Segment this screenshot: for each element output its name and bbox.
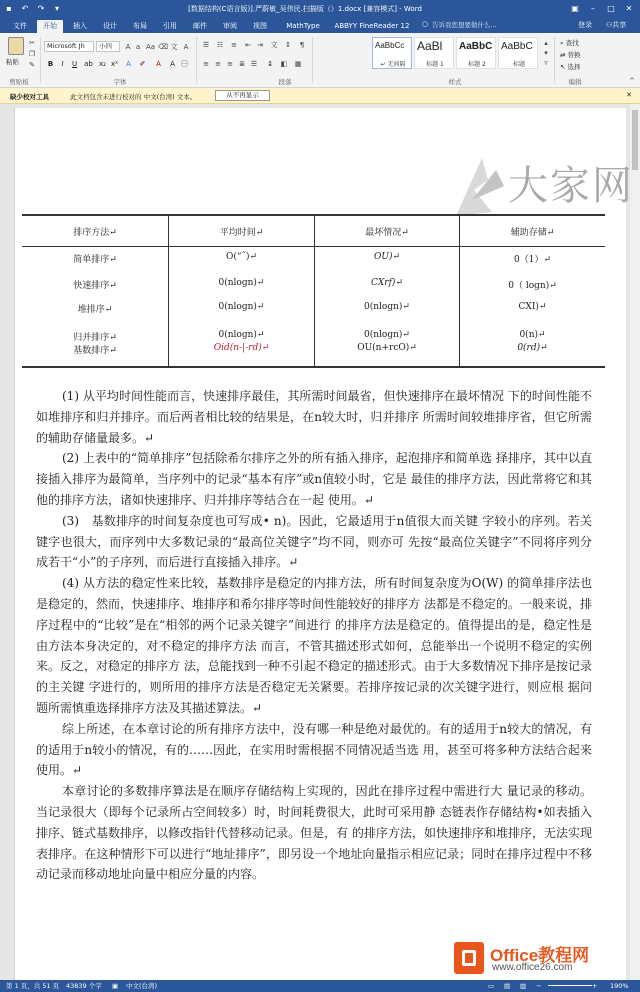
quick-access-toolbar (4, 4, 62, 14)
tell-me-search[interactable]: 告诉我您想要做什么... (432, 21, 497, 29)
table-cell: 堆排序↵ (77, 305, 113, 315)
copy-icon[interactable]: ❐ (28, 50, 36, 58)
sort-icon[interactable]: ↕ (285, 41, 291, 49)
style-name: 标题 1 (426, 61, 444, 68)
proofing-icon[interactable]: ▣ (112, 982, 119, 990)
person-icon: ⚇ (606, 21, 613, 29)
font-name-select[interactable]: Microsoft Jh (44, 41, 94, 52)
decrease-indent-icon[interactable]: ⇤ (245, 41, 251, 49)
status-bar (0, 980, 640, 992)
table-cell: 快速排序↵ (73, 281, 117, 291)
style-name: ↵ 无间隔 (380, 61, 406, 68)
italic-button[interactable]: I (61, 60, 64, 68)
message-text: 此文档包含未进行校对的 中文(台湾) 文本。 (70, 93, 197, 101)
text-effects-icon[interactable]: A (126, 60, 131, 68)
web-layout-icon[interactable]: ▥ (520, 982, 527, 990)
bold-button[interactable]: B (47, 60, 54, 68)
font-color-icon[interactable]: A (156, 60, 161, 68)
undo-icon[interactable]: ↶ (21, 4, 29, 13)
vertical-scrollbar[interactable] (630, 104, 640, 980)
search-icon: ⌕ (560, 39, 564, 47)
tab-view[interactable]: 视图 (253, 22, 267, 30)
message-title: 缺少校对工具 (10, 93, 49, 101)
comparison-table (22, 214, 605, 368)
office-logo-icon (454, 942, 484, 974)
style-preview: AaBl (417, 39, 443, 53)
multilevel-list-icon[interactable]: ≡ (231, 41, 237, 49)
table-cell: 基数排序↵ (73, 346, 117, 356)
font-size-select[interactable]: 小四 (96, 41, 120, 52)
table-cell: 0（1）↵ (514, 255, 551, 265)
tab-design[interactable]: 设计 (103, 22, 117, 30)
enclose-char-icon[interactable]: ㊀ (181, 60, 188, 68)
paragraph: (3) 基数排序的时间复杂度也可写成• n)。因此，它最适用于n值很大而关键 字较小的序列。若关键字也很大，而序列中大多数记录的“最高位关键字”均不同，则亦可 先按“最高位关键字”不同将序列分成若干“小”的子序列，而后进行直接插入排序。↵ (36, 513, 592, 570)
styles-scroll-up-icon[interactable]: ▴ (544, 39, 548, 47)
style-title[interactable] (498, 37, 538, 69)
message-bar (0, 88, 640, 104)
tab-references[interactable]: 引用 (163, 22, 177, 30)
table-cell: 0(nlogn)↵ (218, 302, 265, 312)
close-icon[interactable]: ✕ (626, 91, 632, 99)
table-cell: 归并排序↵ (73, 333, 117, 343)
increase-indent-icon[interactable]: ⇥ (257, 41, 263, 49)
cursor-icon: ↖ (560, 63, 566, 71)
grow-font-icon[interactable]: A (125, 43, 131, 51)
clipboard-group-label: 剪贴板 (9, 78, 29, 86)
table-cell: 0(nlogn)↵ (218, 330, 265, 340)
table-header: 平均时间↵ (219, 228, 264, 238)
site-logo (452, 940, 637, 980)
editing-group-label: 编辑 (568, 78, 582, 86)
numbering-icon[interactable]: ☷ (216, 41, 224, 49)
tab-mathtype[interactable]: MathType (286, 22, 320, 30)
customize-icon[interactable]: ▾ (54, 4, 59, 13)
redo-icon[interactable]: ↷ (37, 4, 45, 13)
replace-icon: ⇄ (560, 51, 566, 59)
style-preview: AaBbC (501, 41, 533, 52)
ribbon-options-icon[interactable]: ▣ (571, 4, 579, 13)
styles-scroll-down-icon[interactable]: ▾ (544, 49, 548, 57)
minimize-icon[interactable]: – (591, 4, 595, 13)
clear-format-icon[interactable]: ⌫ (158, 43, 168, 51)
collapse-ribbon-icon[interactable]: ^ (629, 77, 635, 85)
table-cell: CXrf)↵ (371, 278, 403, 288)
table-cell: 0(nlogn)↵ (364, 302, 410, 312)
close-icon[interactable]: ✕ (625, 4, 633, 13)
table-cell: CXI)↵ (518, 302, 547, 312)
table-cell: OU(n+rcO)↵ (357, 343, 417, 353)
ribbon-tabs (0, 18, 640, 33)
login-link[interactable]: 登录 (578, 21, 592, 29)
tab-file[interactable]: 文件 (13, 22, 27, 30)
highlight-icon[interactable]: ✐ (139, 60, 146, 68)
distributed-icon[interactable]: ☰ (250, 60, 258, 68)
format-painter-icon[interactable]: ✎ (29, 61, 35, 69)
watermark (452, 150, 634, 220)
site-name: Office教程网 (490, 946, 590, 965)
paste-button-label[interactable]: 粘贴 (6, 58, 19, 66)
chinese-layout-icon[interactable]: 文 (270, 41, 278, 49)
maximize-icon[interactable]: □ (607, 4, 615, 13)
justify-icon[interactable]: ≣ (239, 60, 245, 68)
lightbulb-icon: ○ (422, 20, 429, 28)
paragraph: 本章讨论的多数排序算法是在顺序存储结构上实现的，因此在排序过程中需进行大 量记录的移动。当记录很大（即每个记录所占空间较多）时，时间耗费很大，此时可采用静 态链表作存储结构•如表插入排序、链式基数排序，以修改指针代替移动记录。但是，有 的排序方法，如快速排序和堆排序，无法实现表排序。在这种情形下可以进行“地址排序”，即另设一个地址向量指示相应记录；同时在排序过程中不移动记录而移动地址向量中相应分量的内容。 (36, 784, 592, 882)
line-spacing-icon[interactable]: ↨ (267, 60, 273, 68)
watermark-text: 大家网 (508, 163, 634, 209)
read-mode-icon[interactable]: ▭ (488, 982, 495, 990)
ribbon (0, 33, 640, 88)
never-show-again-button[interactable]: 从不再显示 (215, 90, 270, 101)
underline-button[interactable]: U (71, 60, 78, 68)
replace-button[interactable] (560, 50, 581, 59)
language-indicator[interactable]: 中文(台湾) (126, 982, 158, 990)
page-count[interactable]: 第 1 页，共 51 页 (6, 982, 60, 990)
table-cell: O(“ˆ)↵ (225, 252, 258, 262)
word-count[interactable]: 43839 个字 (66, 982, 102, 990)
borders-icon[interactable]: ▦ (294, 60, 302, 68)
save-icon[interactable]: ▪ (6, 4, 12, 13)
paragraph: (4) 从方法的稳定性来比较，基数排序是稳定的内排方法，所有时间复杂度为O(W) 的简单排序法也是稳定的，然而，快速排序、堆排序和希尔排序等时间性能较好的排序方 法都是不稳定的。一般来说，排序过程中的“比较”是在“相邻的两个记录关键字”间进行 的排序方法是稳定的。值得提出的是，稳定性是由方法本身决定的，对不稳定的排序方法 而言，不管其描述形式如何，总能举出一个说明不稳定的实例来。反之，对稳定的排序方 法，总能找到一种不引起不稳定的描述形式。由于大多数情况下排序是按记录的主关键 字进行的，则所用的排序方法是否稳定无关紧要。若排序按记录的次关键字进行，则应根 据问题所需慎重选择排序方法及其描述算法。↵ (36, 576, 592, 715)
shading-icon[interactable]: ◧ (280, 60, 288, 68)
table-cell: 0(nlogn)↵ (364, 330, 410, 340)
zoom-slider[interactable] (548, 985, 592, 986)
table-header: 最坏情况↵ (365, 228, 409, 238)
print-layout-icon[interactable]: ▤ (504, 982, 511, 990)
zoom-level[interactable]: 190% (610, 982, 629, 990)
table-cell: 简单排序↵ (73, 255, 117, 265)
cut-icon[interactable]: ✂ (29, 39, 35, 47)
zoom-in-icon[interactable]: + (592, 982, 598, 990)
window-controls (566, 0, 638, 18)
paragraph: 综上所述，在本章讨论的所有排序方法中，没有哪一种是绝对最优的。有的适用于n较大的情况，有的适用于n较小的情况，有的……因此，在实用时需根据不同情况适当选 用，甚至可将多种方法结合起来使用。↵ (36, 721, 592, 778)
paragraph: (2) 上表中的“简单排序”包括除希尔排序之外的所有插入排序，起泡排序和简单选 择排序，其中以直接插入排序为最简单，当序列中的记录“基本有序”或n值较小时，它是 最佳的排序方法，因此常将它和其他的排序方法，诸如快速排序、归并排序等结合在一起 使用。↵ (36, 451, 592, 507)
tab-home[interactable]: 开始 (37, 20, 63, 33)
site-url: www.office26.com (492, 962, 573, 973)
tab-layout[interactable]: 布局 (133, 22, 147, 30)
tab-insert[interactable]: 插入 (73, 22, 87, 30)
select-label: 选择 (567, 63, 581, 71)
tab-abbyy[interactable]: ABBYY FineReader 12 (334, 22, 410, 30)
window-title: [数据结构(C语言版)].严蔚敏_吴伟民.扫描版（）1.docx [兼容模式] - Word (188, 5, 422, 13)
style-heading-1[interactable] (414, 37, 454, 69)
char-shading-icon[interactable]: A (170, 60, 175, 68)
table-cell: 0(n)↵ (519, 330, 546, 340)
show-marks-icon[interactable]: ¶ (299, 41, 305, 49)
table-cell: 0(rd)↵ (517, 343, 548, 353)
find-button[interactable] (560, 38, 579, 48)
style-preview: AaBbCc (375, 41, 405, 50)
zoom-out-icon[interactable]: − (536, 982, 542, 990)
style-heading-2[interactable] (456, 37, 496, 69)
align-left-icon[interactable]: ≡ (203, 60, 209, 68)
share-label: 共享 (612, 21, 627, 29)
tab-review[interactable]: 审阅 (223, 22, 237, 30)
shrink-font-icon[interactable]: a (135, 43, 141, 51)
char-border-icon[interactable]: A (183, 43, 189, 51)
paragraph: (1) 从平均时间性能而言，快速排序最佳，其所需时间最省，但快速排序在最坏情况 下的时间性能不如堆排序和归并排序。而后两者相比较的结果是，在n较大时，归并排序 所需时间较堆排序省，但它所需的辅助存储量最多。↵ (36, 389, 592, 445)
change-case-icon[interactable]: Aa (146, 43, 156, 51)
title-bar (0, 0, 640, 18)
table-cell: OU)↵ (373, 252, 400, 262)
styles-group-label: 样式 (448, 78, 462, 86)
select-button[interactable] (560, 62, 581, 71)
table-header: 排序方法↵ (73, 228, 117, 238)
strikethrough-icon[interactable]: ab (84, 60, 93, 68)
bullets-icon[interactable]: ☰ (202, 41, 210, 49)
style-name: 标题 2 (468, 61, 486, 68)
styles-more-icon[interactable]: ▿ (544, 59, 548, 67)
tab-mailings[interactable]: 邮件 (193, 22, 207, 30)
replace-label: 替换 (567, 51, 581, 59)
table-cell: 0（ logn)↵ (508, 281, 557, 291)
find-label: 查找 (565, 39, 579, 47)
table-header: 辅助存储↵ (510, 228, 555, 238)
watermark-logo (452, 150, 512, 220)
superscript-icon[interactable]: x² (111, 60, 118, 68)
paste-icon[interactable] (8, 37, 24, 55)
style-name: 标题 (512, 61, 525, 68)
phonetic-guide-icon[interactable]: 文 (170, 43, 178, 51)
subscript-icon[interactable]: x₂ (99, 60, 106, 68)
body-text[interactable] (36, 386, 592, 885)
align-right-icon[interactable]: ≡ (227, 60, 233, 68)
align-center-icon[interactable]: ≡ (215, 60, 221, 68)
share-button[interactable] (606, 20, 626, 31)
table-cell: Oid(n-|-rd)↵ (213, 343, 270, 353)
style-no-spacing[interactable] (372, 37, 412, 69)
paragraph-group-label: 段落 (278, 78, 292, 86)
style-preview: AaBbC (459, 41, 493, 52)
font-group-label: 字体 (113, 78, 127, 86)
table-cell: 0(nlogn)↵ (218, 278, 265, 288)
